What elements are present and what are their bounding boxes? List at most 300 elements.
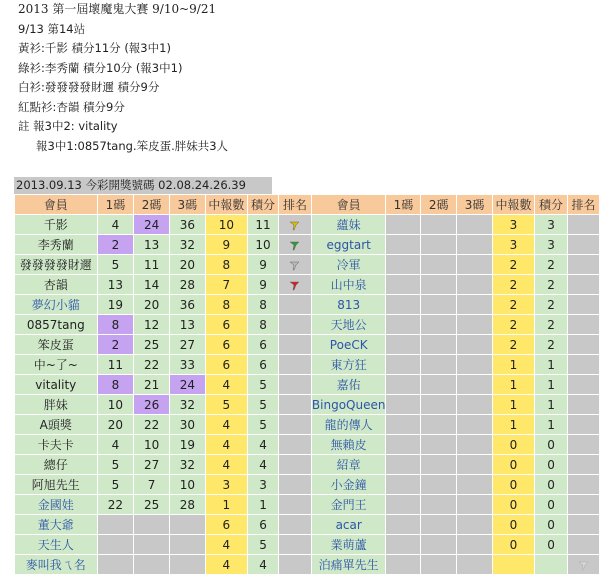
rank-cell-right — [567, 215, 599, 235]
pick-n1: 22 — [97, 495, 134, 515]
pick-n3: 13 — [169, 315, 205, 335]
score-value: 10 — [247, 235, 278, 255]
score-value: 5 — [247, 415, 278, 435]
pick-n3: 32 — [169, 455, 205, 475]
hit-count: 1 — [205, 495, 247, 515]
header-hits-right: 中報數 — [492, 195, 534, 215]
score-value: 4 — [247, 435, 278, 455]
green-jersey-icon — [289, 240, 300, 250]
pick-n2-right — [421, 335, 457, 355]
rank-cell — [279, 395, 312, 415]
pick-n1: 5 — [97, 455, 134, 475]
note-line: 註 報3中2: vitality — [18, 119, 118, 133]
member-name: 卡夫卡 — [15, 435, 98, 455]
hit-count: 8 — [205, 295, 247, 315]
pick-n1: 8 — [97, 375, 134, 395]
member-name-right: BingoQueen — [311, 395, 386, 415]
score-value: 9 — [247, 255, 278, 275]
pick-n3 — [169, 535, 205, 555]
pick-n1-right — [386, 355, 421, 375]
score-value: 6 — [247, 515, 278, 535]
pick-n1-right — [386, 315, 421, 335]
pick-n2-right — [421, 455, 457, 475]
table-row — [15, 435, 600, 455]
hit-count: 4 — [205, 455, 247, 475]
pick-n1: 8 — [97, 315, 134, 335]
score-value: 4 — [247, 455, 278, 475]
hit-count: 6 — [205, 355, 247, 375]
member-name: 胖妹 — [15, 395, 98, 415]
hit-count: 7 — [205, 275, 247, 295]
rank-cell-right — [567, 275, 599, 295]
score-value: 4 — [247, 555, 278, 575]
rank-cell — [279, 335, 312, 355]
member-name-right: 蘊妹 — [311, 215, 386, 235]
pick-n3-right — [457, 415, 493, 435]
hit-count-right: 2 — [492, 255, 534, 275]
rank-cell-right — [567, 355, 599, 375]
hit-count-right: 0 — [492, 475, 534, 495]
results-table — [14, 194, 600, 575]
pick-n2-right — [421, 415, 457, 435]
score-value: 11 — [247, 215, 278, 235]
hit-count-right: 2 — [492, 295, 534, 315]
score-value-right: 1 — [535, 375, 568, 395]
member-name: 笨皮蛋 — [15, 335, 98, 355]
header-num2: 2碼 — [134, 195, 170, 215]
contest-title: 2013 第一屆壞魔鬼大賽 9/10~9/21 — [18, 2, 217, 16]
member-name-right: 天地公 — [311, 315, 386, 335]
member-name: 金國娃 — [15, 495, 98, 515]
rank-cell-right — [567, 555, 599, 575]
rank-cell-right — [567, 315, 599, 335]
hit-count-right: 0 — [492, 455, 534, 475]
member-name: 千影 — [15, 215, 98, 235]
green-jersey-line: 綠衫:李秀蘭 積分10分 (報3中1) — [18, 60, 183, 75]
yellow-jersey-line: 黃衫:千影 積分11分 (報3中1) — [18, 41, 171, 55]
pick-n3: 27 — [169, 335, 205, 355]
pick-n2-right — [421, 255, 457, 275]
score-value-right: 0 — [535, 515, 568, 535]
score-value: 6 — [247, 335, 278, 355]
rank-cell-right — [567, 435, 599, 455]
pick-n2-right — [421, 555, 457, 575]
hit-count-right: 2 — [492, 315, 534, 335]
score-value-right: 1 — [535, 415, 568, 435]
hit-count-right: 0 — [492, 515, 534, 535]
pick-n1: 2 — [97, 235, 134, 255]
pick-n2-right — [421, 395, 457, 415]
pick-n3: 28 — [169, 495, 205, 515]
member-name: 杏韻 — [15, 275, 98, 295]
pick-n2: 25 — [134, 335, 170, 355]
pick-n1: 11 — [97, 355, 134, 375]
white-jersey-line: 白衫:發發發發財邇 積分9分 — [18, 80, 160, 94]
faded-jersey-icon — [578, 560, 589, 570]
pick-n1-right — [386, 515, 421, 535]
header-num3: 3碼 — [169, 195, 205, 215]
score-value-right: 2 — [535, 295, 568, 315]
score-value-right: 0 — [535, 455, 568, 475]
pick-n1-right — [386, 555, 421, 575]
pick-n3-right — [457, 215, 493, 235]
rank-cell-right — [567, 535, 599, 555]
member-name: 天生人 — [15, 535, 98, 555]
hit-count-right: 2 — [492, 335, 534, 355]
rank-cell-right — [567, 335, 599, 355]
table-row — [15, 495, 600, 515]
member-name-right: 紹章 — [311, 455, 386, 475]
pick-n2-right — [421, 275, 457, 295]
pick-n1 — [97, 535, 134, 555]
header-num1-right: 1碼 — [386, 195, 421, 215]
hit-count-right: 1 — [492, 375, 534, 395]
pick-n2: 21 — [134, 375, 170, 395]
yellow-jersey-icon — [289, 220, 300, 230]
rank-cell-right — [567, 415, 599, 435]
pick-n2-right — [421, 475, 457, 495]
hit-count-right: 3 — [492, 215, 534, 235]
table-row — [15, 395, 600, 415]
member-name-right: 泊痛單先生 — [311, 555, 386, 575]
hit-count: 9 — [205, 235, 247, 255]
pick-n3 — [169, 555, 205, 575]
pick-n3-right — [457, 455, 493, 475]
hit-count-right: 0 — [492, 535, 534, 555]
member-name: 阿旭先生 — [15, 475, 98, 495]
rank-cell — [279, 375, 312, 395]
member-name-right: acar — [311, 515, 386, 535]
pick-n1-right — [386, 255, 421, 275]
standings-info — [18, 0, 578, 156]
member-name: 麥叫我ㄟ名 — [15, 555, 98, 575]
pick-n3-right — [457, 435, 493, 455]
white-jersey-icon — [289, 260, 300, 270]
header-score: 積分 — [247, 195, 278, 215]
score-value: 6 — [247, 355, 278, 375]
score-value-right: 2 — [535, 315, 568, 335]
rank-cell-right — [567, 375, 599, 395]
pick-n2: 26 — [134, 395, 170, 415]
pick-n3-right — [457, 475, 493, 495]
hit-count-right: 1 — [492, 395, 534, 415]
score-value-right: 0 — [535, 435, 568, 455]
hit-count: 4 — [205, 535, 247, 555]
member-name-right: PoeCK — [311, 335, 386, 355]
hit-count: 6 — [205, 315, 247, 335]
table-row — [15, 315, 600, 335]
rank-cell — [279, 475, 312, 495]
table-row — [15, 215, 600, 235]
hit-count-right: 0 — [492, 435, 534, 455]
pick-n2: 24 — [134, 215, 170, 235]
pick-n2: 22 — [134, 415, 170, 435]
pick-n3: 36 — [169, 215, 205, 235]
pick-n1: 20 — [97, 415, 134, 435]
pick-n1: 19 — [97, 295, 134, 315]
pick-n2: 14 — [134, 275, 170, 295]
rank-cell — [279, 495, 312, 515]
pick-n2: 11 — [134, 255, 170, 275]
pick-n2-right — [421, 435, 457, 455]
member-name-right: 813 — [311, 295, 386, 315]
pick-n3: 36 — [169, 295, 205, 315]
rank-cell — [279, 415, 312, 435]
member-name: vitality — [15, 375, 98, 395]
score-value-right: 0 — [535, 475, 568, 495]
pick-n1 — [97, 515, 134, 535]
rank-cell — [279, 555, 312, 575]
header-member-right: 會員 — [311, 195, 386, 215]
pick-n2-right — [421, 495, 457, 515]
hit-count: 10 — [205, 215, 247, 235]
table-row — [15, 515, 600, 535]
pick-n3: 10 — [169, 475, 205, 495]
score-value-right: 1 — [535, 355, 568, 375]
pick-n3-right — [457, 395, 493, 415]
score-value-right: 3 — [535, 215, 568, 235]
rank-cell-right — [567, 475, 599, 495]
member-name-right: 金門王 — [311, 495, 386, 515]
score-value: 5 — [247, 395, 278, 415]
score-value: 1 — [247, 495, 278, 515]
rank-cell — [279, 235, 312, 255]
rank-cell — [279, 275, 312, 295]
pick-n1: 5 — [97, 255, 134, 275]
member-name: 董大爺 — [15, 515, 98, 535]
pick-n3: 30 — [169, 415, 205, 435]
pick-n2 — [134, 555, 170, 575]
pick-n1-right — [386, 415, 421, 435]
pick-n3-right — [457, 355, 493, 375]
member-name: 發發發發財邇 — [15, 255, 98, 275]
member-name: 中~了~ — [15, 355, 98, 375]
member-name-right: 山中泉 — [311, 275, 386, 295]
rank-cell — [279, 355, 312, 375]
pick-n2: 27 — [134, 455, 170, 475]
member-name-right: 業萌蘆 — [311, 535, 386, 555]
rank-cell-right — [567, 455, 599, 475]
pick-n3-right — [457, 515, 493, 535]
hit-count: 6 — [205, 515, 247, 535]
hit-count: 4 — [205, 415, 247, 435]
rank-cell-right — [567, 515, 599, 535]
score-value-right — [535, 555, 568, 575]
pick-n2: 12 — [134, 315, 170, 335]
pick-n1-right — [386, 455, 421, 475]
pick-n1: 13 — [97, 275, 134, 295]
pick-n2-right — [421, 315, 457, 335]
hit-count-right: 2 — [492, 275, 534, 295]
hit-count-right: 1 — [492, 415, 534, 435]
pick-n2: 20 — [134, 295, 170, 315]
member-name-right: 小金鐘 — [311, 475, 386, 495]
rank-cell — [279, 515, 312, 535]
pick-n1-right — [386, 275, 421, 295]
hit-count-right — [492, 555, 534, 575]
rank-cell — [279, 255, 312, 275]
table-row — [15, 555, 600, 575]
pick-n3: 33 — [169, 355, 205, 375]
pick-n1-right — [386, 235, 421, 255]
pick-n3-right — [457, 255, 493, 275]
table-row — [15, 235, 600, 255]
pick-n2: 22 — [134, 355, 170, 375]
table-row — [15, 335, 600, 355]
station-label: 9/13 第14站 — [18, 21, 86, 36]
hit-count: 6 — [205, 335, 247, 355]
pick-n2: 13 — [134, 235, 170, 255]
hit-count: 4 — [205, 435, 247, 455]
rank-cell-right — [567, 235, 599, 255]
score-value: 8 — [247, 315, 278, 335]
score-value: 5 — [247, 535, 278, 555]
score-value: 8 — [247, 295, 278, 315]
rank-cell-right — [567, 295, 599, 315]
header-row — [15, 195, 600, 215]
member-name-right: eggtart — [311, 235, 386, 255]
pick-n3: 24 — [169, 375, 205, 395]
score-value-right: 2 — [535, 275, 568, 295]
pick-n3: 20 — [169, 255, 205, 275]
pick-n3-right — [457, 275, 493, 295]
score-value-right: 3 — [535, 235, 568, 255]
member-name-right: 嘉佑 — [311, 375, 386, 395]
pick-n2: 7 — [134, 475, 170, 495]
rank-cell — [279, 295, 312, 315]
score-value-right: 0 — [535, 495, 568, 515]
pick-n3-right — [457, 315, 493, 335]
table-row — [15, 295, 600, 315]
member-name-right: 無賴皮 — [311, 435, 386, 455]
pick-n1 — [97, 555, 134, 575]
score-value: 3 — [247, 475, 278, 495]
pick-n1-right — [386, 295, 421, 315]
member-name: 李秀蘭 — [15, 235, 98, 255]
pick-n1: 5 — [97, 475, 134, 495]
pick-n2-right — [421, 375, 457, 395]
table-row — [15, 415, 600, 435]
rank-cell-right — [567, 495, 599, 515]
member-name-right: 東方狂 — [311, 355, 386, 375]
pick-n2-right — [421, 215, 457, 235]
hit-count: 5 — [205, 395, 247, 415]
pick-n2: 25 — [134, 495, 170, 515]
header-num3-right: 3碼 — [457, 195, 493, 215]
pick-n1-right — [386, 535, 421, 555]
member-name: 0857tang — [15, 315, 98, 335]
rank-cell — [279, 315, 312, 335]
pick-n1: 10 — [97, 395, 134, 415]
hit-count: 3 — [205, 475, 247, 495]
header-hits: 中報數 — [205, 195, 247, 215]
pick-n3-right — [457, 295, 493, 315]
pick-n3: 19 — [169, 435, 205, 455]
rank-cell — [279, 435, 312, 455]
pick-n1-right — [386, 395, 421, 415]
pick-n1-right — [386, 215, 421, 235]
score-value-right: 0 — [535, 535, 568, 555]
table-row — [15, 255, 600, 275]
pick-n3-right — [457, 235, 493, 255]
banner-spacer — [272, 177, 582, 194]
pick-n3-right — [457, 375, 493, 395]
score-value: 5 — [247, 375, 278, 395]
rank-cell — [279, 535, 312, 555]
table-row — [15, 375, 600, 395]
pick-n2-right — [421, 535, 457, 555]
score-value-right: 2 — [535, 335, 568, 355]
pick-n3: 32 — [169, 235, 205, 255]
pick-n3-right — [457, 495, 493, 515]
red-jersey-icon — [289, 280, 300, 290]
table-row — [15, 275, 600, 295]
rank-cell-right — [567, 395, 599, 415]
draw-numbers-banner: 2013.09.13 今彩開獎號碼 02.08.24.26.39 — [14, 177, 272, 194]
pick-n1: 2 — [97, 335, 134, 355]
header-member: 會員 — [15, 195, 98, 215]
member-name-right: 龍的傳人 — [311, 415, 386, 435]
header-num2-right: 2碼 — [421, 195, 457, 215]
hit-count-right: 3 — [492, 235, 534, 255]
member-name: 夢幻小貓 — [15, 295, 98, 315]
pick-n1-right — [386, 435, 421, 455]
note-line-2: 報3中1:0857tang.笨皮蛋.胖妹共3人 — [36, 138, 229, 153]
score-value-right: 2 — [535, 255, 568, 275]
hit-count: 4 — [205, 375, 247, 395]
rank-cell — [279, 455, 312, 475]
member-name-right: 冷軍 — [311, 255, 386, 275]
hit-count-right: 0 — [492, 495, 534, 515]
table-row — [15, 355, 600, 375]
rank-cell — [279, 215, 312, 235]
header-rank: 排名 — [279, 195, 312, 215]
red-dot-jersey-line: 紅點衫:杏韻 積分9分 — [18, 99, 125, 114]
header-rank-right: 排名 — [567, 195, 599, 215]
table-row — [15, 475, 600, 495]
score-value: 9 — [247, 275, 278, 295]
table-row — [15, 535, 600, 555]
pick-n1: 4 — [97, 435, 134, 455]
table-row — [15, 455, 600, 475]
header-score-right: 積分 — [535, 195, 568, 215]
pick-n2-right — [421, 515, 457, 535]
pick-n3-right — [457, 535, 493, 555]
pick-n1-right — [386, 335, 421, 355]
hit-count-right: 1 — [492, 355, 534, 375]
pick-n1-right — [386, 475, 421, 495]
rank-cell-right — [567, 255, 599, 275]
hit-count: 8 — [205, 255, 247, 275]
pick-n3: 28 — [169, 275, 205, 295]
pick-n1-right — [386, 375, 421, 395]
pick-n3-right — [457, 335, 493, 355]
score-value-right: 1 — [535, 395, 568, 415]
pick-n3: 32 — [169, 395, 205, 415]
pick-n2 — [134, 535, 170, 555]
pick-n2-right — [421, 295, 457, 315]
hit-count: 4 — [205, 555, 247, 575]
pick-n2-right — [421, 355, 457, 375]
pick-n3-right — [457, 555, 493, 575]
pick-n2 — [134, 515, 170, 535]
member-name: A頭獎 — [15, 415, 98, 435]
header-num1: 1碼 — [97, 195, 134, 215]
pick-n1-right — [386, 495, 421, 515]
pick-n2: 10 — [134, 435, 170, 455]
pick-n1: 4 — [97, 215, 134, 235]
pick-n2-right — [421, 235, 457, 255]
